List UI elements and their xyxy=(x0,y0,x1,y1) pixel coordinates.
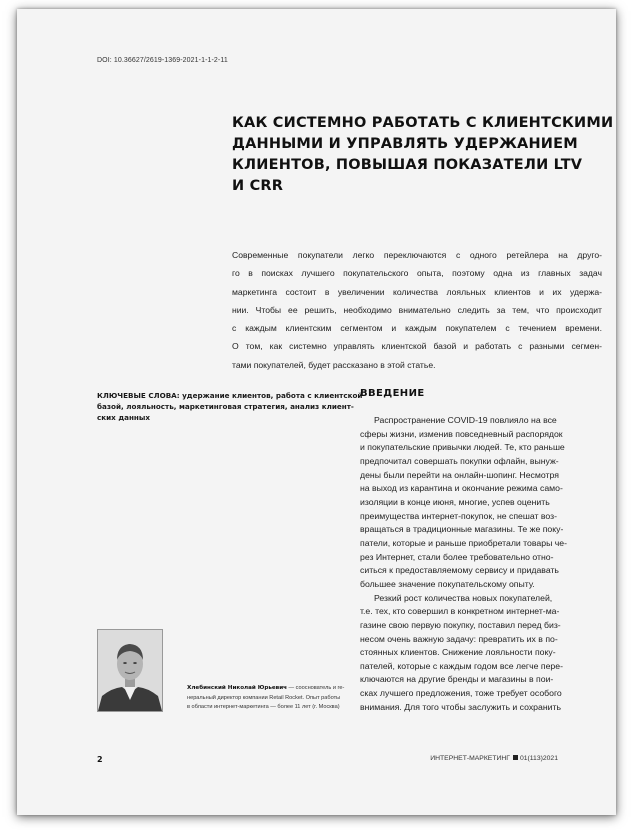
body-line: и покупательские привычки людей. Те, кто раньше xyxy=(360,442,565,453)
body-line: газине свою первую покупку, поставил перед биз- xyxy=(360,619,561,630)
journal-name: ИНТЕРНЕТ-МАРКЕТИНГ xyxy=(430,755,510,762)
body-line: сках лучшего предложения, тоже требует особого xyxy=(360,688,562,699)
body-line: патели, которые и раньше приобретали товары че- xyxy=(360,537,567,548)
author-line xyxy=(187,684,352,694)
body-line: т.е. тех, кто совершил в конкретном интернет-ма- xyxy=(360,606,560,617)
body-line: ключаются на другие бренды и магазины в пои- xyxy=(360,674,554,685)
article-title xyxy=(232,113,614,197)
title-line: КЛИЕНТОВ, ПОВЫШАЯ ПОКАЗАТЕЛИ LTV xyxy=(232,157,583,173)
abstract-line: с каждым клиентским сегментом и каждым покупателем с течением времени. xyxy=(232,323,602,334)
body-line: рез Интернет, стали более требовательно отно- xyxy=(360,551,554,562)
author-role: — сооснователь и ге- xyxy=(286,685,345,691)
author-info xyxy=(187,684,352,713)
abstract-line: Современные покупатели легко переключаются с одного ретейлера на друго- xyxy=(232,250,602,260)
author-portrait-image xyxy=(98,630,162,711)
journal-page xyxy=(17,9,616,815)
keywords xyxy=(97,390,363,423)
abstract-line: тами покупателей, будет рассказано в этой статье. xyxy=(232,359,436,370)
body-line: изоляции в конце июня, многие, успев оценить xyxy=(360,496,550,507)
author-line: неральный директор компании Retail Rocket. Опыт работы xyxy=(187,694,341,701)
body-line: внимания. Для того чтобы заслужить и сохранить xyxy=(360,701,561,712)
body-line: предпочитал совершать покупки офлайн, вынуж- xyxy=(360,455,559,466)
doi-line: DOI: 10.36627/2619-1369-2021-1-1-2-11 xyxy=(97,57,228,64)
author-line: в области интернет-маркетинга — более 11 лет (г. Москва) xyxy=(187,704,340,710)
abstract-line: нии. Чтобы ее решить, необходимо внимательно следить за тем, что происходит xyxy=(232,304,602,315)
author-name: Хлебинский Николай Юрьевич xyxy=(187,685,287,691)
title-line: И CRR xyxy=(232,178,284,194)
journal-footer xyxy=(430,755,558,762)
body-line: ситься к предоставляемому сервису и придавать xyxy=(360,565,559,576)
body-line: вращаться в традиционные магазины. Те же поку- xyxy=(360,524,564,535)
body-line: Резкий рост количества новых покупателей, xyxy=(374,592,553,603)
keywords-line: КЛЮЧЕВЫЕ СЛОВА: удержание клиентов, работа с клиентской xyxy=(97,391,363,400)
body-line: стоянных клиентов. Снижение лояльности поку- xyxy=(360,647,556,658)
author-photo xyxy=(97,629,163,712)
body-line: несом очень важную задачу: превратить их в по- xyxy=(360,633,558,644)
body-line: Распространение COVID-19 повлияло на все xyxy=(374,415,557,425)
page-number: 2 xyxy=(97,755,103,764)
body-text xyxy=(360,414,600,714)
section-heading: ВВЕДЕНИЕ xyxy=(360,388,425,399)
keywords-line: базой, лояльность, маркетинговая стратегия, анализ клиент- xyxy=(97,402,354,411)
keywords-line: ских данных xyxy=(97,413,151,422)
body-line: пателей, которые с каждым годом все легче пере- xyxy=(360,660,563,671)
square-separator-icon xyxy=(513,755,518,760)
body-line: большее значение покупательскому опыту. xyxy=(360,578,535,589)
abstract-line: маркетинга состоит в увеличении количества лояльных клиентов и их удержа- xyxy=(232,286,602,297)
title-line: ДАННЫМИ И УПРАВЛЯТЬ УДЕРЖАНИЕМ xyxy=(232,136,578,152)
body-line: сферы жизни, изменив повседневный распорядок xyxy=(360,428,563,439)
body-line: на выход из карантина и окончание режима само- xyxy=(360,483,563,494)
abstract xyxy=(232,246,602,374)
abstract-line: го в поисках лучшего покупательского опыта, поэтому одна из главных задач xyxy=(232,268,602,279)
title-line: КАК СИСТЕМНО РАБОТАТЬ С КЛИЕНТСКИМИ xyxy=(232,115,614,131)
issue-number: 01(113)2021 xyxy=(519,755,558,762)
body-line: преимущества интернет-покупок, не спешат воз- xyxy=(360,510,558,521)
abstract-line: О том, как системно управлять клиентской базой и работать с разными сегмен- xyxy=(232,341,602,352)
body-line: дены были перейти на онлайн-шопинг. Несмотря xyxy=(360,469,559,480)
